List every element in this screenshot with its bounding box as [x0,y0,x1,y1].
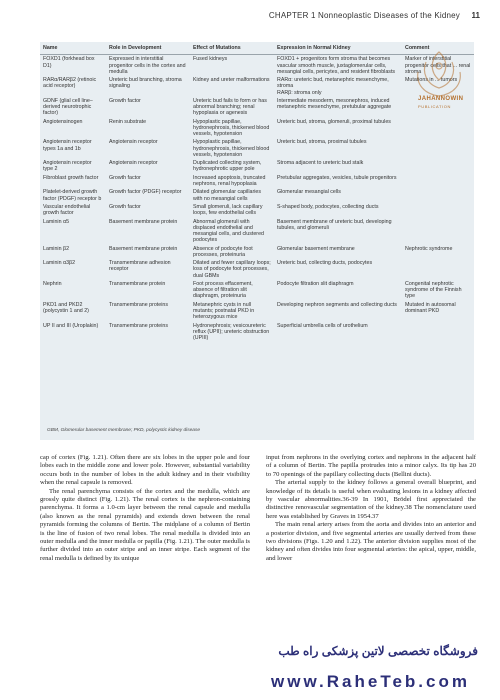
cell-effect: Abnormal glomeruli with displaced endothelial and mesangial cells, and clustered podocytes [193,218,264,244]
cell-role: Transmembrane adhesion receptor [109,260,171,273]
table-row [40,138,474,159]
cell-role: Renin substrate [109,118,147,125]
cell-effect: Foot process effacement, absence of filtration slit diaphragm, proteinuria [193,281,253,300]
cell-role: Expressed in interstitial progenitor cells in the cortex and medulla [109,56,186,75]
cell-role: Angiotensin receptor [109,160,158,167]
paragraph: input from nephrons in the overlying cortex and nephrons in the adjacent half of a column of Bertin. The papilla protrudes into a minor calyx. Its tip has 20 to 70 openings of the papillary collecting ducts (Bellini ducts). [266,454,476,478]
publisher-logo-icon [400,44,478,124]
cell-comment [402,188,474,203]
page-number: 11 [471,11,480,20]
cell-expression: Glomerular mesangial cells [277,189,341,196]
cell-expression: S-shaped body, podocytes, collecting ducts [277,204,379,211]
table-row [40,280,474,301]
cell-comment [402,159,474,174]
cell-expression: Superficial umbrella cells of urothelium [277,322,368,329]
table-footnote: GBM, Glomerular basement membrane; PKD, polycystic kidney disease [47,428,201,433]
cell-name: GDNF (glial cell line–derived neurotrophic factor) [43,97,93,117]
cell-name: UP II and III (Uroplakin) [43,322,99,329]
cell-effect: Duplicated collecting system, hydronephrotic upper pole [193,160,262,173]
cell-role: Basement membrane protein [109,218,178,225]
cell-expression: Ureteric bud, stroma, proximal tubules [277,139,367,146]
cell-comment: Marker of interstitial progenitor cells that ... renal stroma [405,56,471,75]
cell-expression: Glomerular basement membrane [277,245,355,252]
cell-role: Growth factor (PDGF) receptor [109,189,182,196]
cell-role: Growth factor [109,204,141,211]
cell-effect: Dilated glomerular capillaries with no mesangial cells [193,189,262,202]
cell-comment [402,203,474,218]
cell-comment [402,218,474,245]
cell-effect: Hydronephrosis; vesicoureteric reflux (UPII); ureteric obstruction (UPIII) [193,322,270,342]
col-header-comment: Comment [402,42,474,55]
table-row [40,188,474,203]
cell-name: Laminin α3β2 [43,260,76,267]
cell-comment: Nephrotic syndrome [405,245,453,252]
cell-comment: Congenital nephrotic syndrome of the Finnish type [405,281,462,300]
cell-effect: Hypoplastic papillae, hydronephrosis, thickened blood vessels, hypotension [193,118,270,138]
footer-url: www.RaheTeb.com [271,672,470,691]
cell-expression: Intermediate mesoderm, mesonephros, induced metanephric mesenchyme, pretubular aggregate [277,97,392,111]
cell-effect: Fused kidneys [193,56,228,63]
cell-name: RARα/RARβ2 (retinoic acid receptor) [43,77,97,90]
cell-name: Angiotensinogen [43,118,83,125]
cell-role: Ureteric bud branching, stroma signaling [109,77,182,90]
cell-effect: Hypoplastic papillae, hydronephrosis, thickened blood vessels, hypotension [193,139,270,158]
cell-role: Transmembrane proteins [109,301,168,308]
cell-role: Transmembrane proteins [109,322,168,329]
cell-name: Nephrin [43,281,62,288]
cell-expression: Developing nephron segments and collecting ducts [277,301,397,308]
cell-effect: Small glomeruli, lack capillary loops, few endothelial cells [193,204,263,217]
cell-name: Angiotensin receptor types 1a and 1b [43,139,92,152]
table-row [40,301,474,322]
cell-role: Growth factor [109,97,141,104]
col-header-expression: Expression in Normal Kidney [274,42,402,55]
cell-expression: FOXD1 + progenitors form stroma that becomes vascular smooth muscle, juxtaglomerular cells, mesangial cells, pericytes, and resident fibroblasts [277,56,396,75]
watermark-name: JAHANNOWIN [418,96,464,102]
table-row [40,245,474,260]
cell-expression: RARα: ureteric bud, metanephric mesenchyme, stroma RARβ: stroma only [277,77,389,96]
paragraph: The arterial supply to the kidney follows a general overall blueprint, and knowledge of its details is useful when evaluating lesions in a kidney affected by vascular abnormalities.36-39 In 1901, Brödel first appreciated the distinctive renovascular segmentation of the kidney.38 The nomenclature used here was established by Graves in 1954.37 [266,479,476,520]
paragraph: The main renal artery arises from the aorta and divides into an anterior and a posterior division, and five segmental arteries are usually derived from these two divisions (Figs. 1.20 and 1.22). The anterior division supplies most of the kidney and often divides into four segmental arteries: the apical, upper, middle, and lower [266,521,476,562]
cell-comment [402,259,474,280]
cell-name: Angiotensin receptor type 2 [43,160,92,173]
cell-name: Platelet-derived growth factor (PDGF) receptor b [43,189,102,202]
col-header-effect: Effect of Mutations [190,42,274,55]
cell-effect: Kidney and ureter malformations [193,77,270,84]
col-header-name: Name [40,42,106,55]
paragraph: cap of cortex (Fig. 1.21). Often there are six lobes in the upper pole and four lobes each in the middle zone and lower pole. However, substantial variability occurs both in the number of lobes in the adult kidney and in their visibility when the renal capsule is removed. [40,454,250,487]
cell-comment [402,322,474,343]
cell-role: Angiotensin receptor [109,139,158,146]
cell-effect: Metanephric cysts in null mutants; postnatal PKD in heterozygous mice [193,301,255,321]
col-header-role: Role in Development [106,42,190,55]
cell-name: PKD1 and PKD2 (polycystin 1 and 2) [43,301,89,315]
page-header [0,11,500,25]
cell-name: Fibroblast growth factor [43,174,99,181]
cell-role: Transmembrane protein [109,281,166,288]
cell-expression: Basement membrane of ureteric bud, developing tubules, and glomeruli [277,218,392,231]
cell-role: Basement membrane protein [109,245,178,252]
cell-name: Laminin α5 [43,218,70,225]
paragraph: The renal parenchyma consists of the cortex and the medulla, which are grossly quite distinct (Fig. 1.21). The renal cortex is the nephron-containing parenchyma. It forms a 1.0-cm layer between the renal capsule and medulla (also known as the renal pyramids) and extends down between the renal pyramids forming the columns of Bertin. The midplane of a column of Bertin is the line of fusion of two renal lobes. The renal medulla is divided into an outer medulla and the inner medulla or papilla (Fig. 1.21). The outer medulla is further divided into an outer stripe and an inner stripe. Each segment of the renal medulla is defined by its unique [40,487,250,562]
body-column-right [266,454,476,563]
cell-expression: Pretubular aggregates, vesicles, tubule progenitors [277,174,397,181]
cell-effect: Ureteric bud fails to form or has abnormal branching; renal hypoplasia or agenesis [193,97,267,117]
cell-effect: Absence of podocyte foot processes, proteinuria [193,245,253,258]
cell-comment: Mutations in ... tumors [405,77,458,84]
cell-comment [402,174,474,189]
footer-watermark [0,634,500,700]
cell-expression: Ureteric bud, stroma, glomeruli, proximal tubules [277,118,391,125]
table-row [40,259,474,280]
cell-comment: Mutated in autosomal dominant PKD [405,301,456,315]
cell-expression: Stroma adjacent to ureteric bud stalk [277,160,364,167]
table-row [40,203,474,218]
cell-role: Growth factor [109,174,141,181]
cell-expression: Ureteric bud, collecting ducts, podocytes [277,260,373,267]
table-row [40,322,474,343]
cell-comment [402,138,474,159]
table-row [40,159,474,174]
watermark-sub: PUBLICATION [418,104,451,109]
footer-persian-text: فروشگاه تخصصی لاتین پزشکی راه طب [278,644,478,658]
cell-effect: Increased apoptosis, truncated nephrons, renal hypoplasia [193,174,266,188]
body-column-left [40,454,250,563]
cell-name: FOXD1 (forkhead box D1) [43,56,95,69]
cell-effect: Dilated and fewer capillary loops; loss of podocyte foot processes, dual GBMs [193,260,271,279]
cell-name: Vascular endothelial growth factor [43,204,91,217]
table-row [40,218,474,245]
cell-expression: Podocyte filtration slit diaphragm [277,281,354,288]
chapter-title: CHAPTER 1 Nonneoplastic Diseases of the Kidney [268,11,460,20]
cell-name: Laminin β2 [43,245,70,252]
table-row [40,174,474,189]
